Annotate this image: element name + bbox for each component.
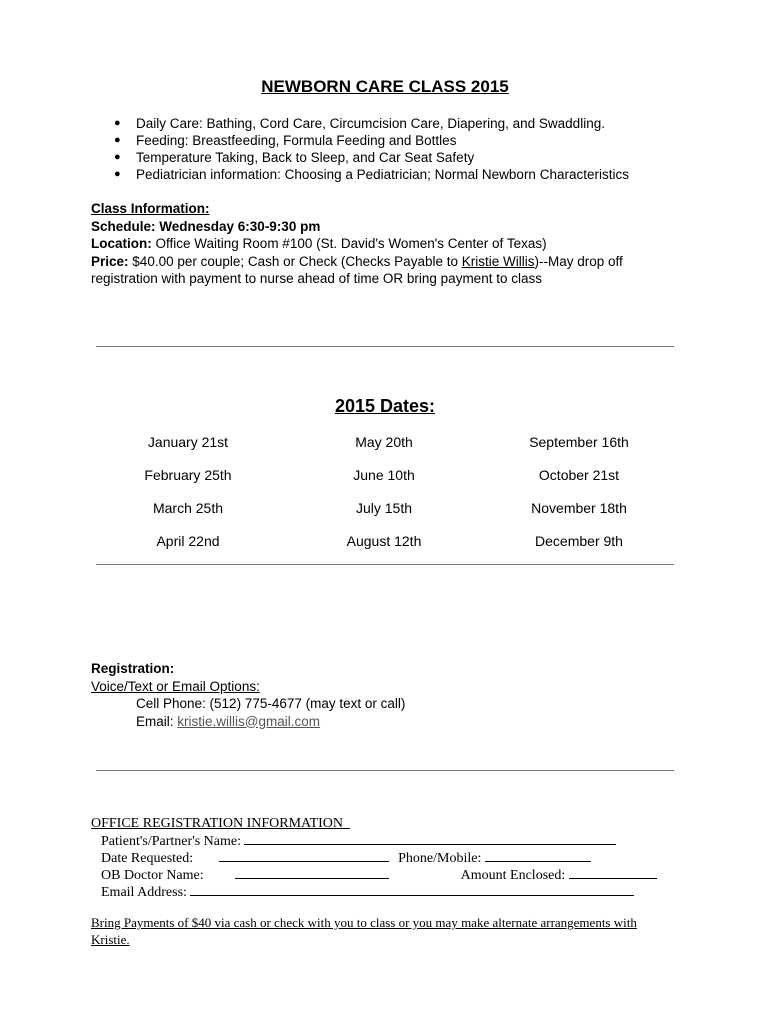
price-label: Price: xyxy=(91,253,129,269)
registration xyxy=(91,660,405,730)
ob-amount-row xyxy=(91,866,691,883)
divider xyxy=(96,346,674,347)
email-address-field[interactable] xyxy=(190,883,634,896)
patient-name-row xyxy=(91,832,691,849)
bullet-icon: ● xyxy=(114,117,121,129)
email-link[interactable]: kristie.willis@gmail.com xyxy=(177,713,321,729)
dates-grid xyxy=(88,432,678,551)
ob-doctor-field[interactable] xyxy=(235,866,389,879)
contact-options-label: Voice/Text or Email Options: xyxy=(91,678,260,694)
amount-enclosed-field[interactable] xyxy=(569,866,657,879)
email-address-label: Email Address: xyxy=(101,885,187,900)
location-label: Location: xyxy=(91,236,152,251)
date-cell: May 20th xyxy=(355,434,413,450)
payee-name: Kristie Willis xyxy=(461,253,535,269)
date-cell: October 21st xyxy=(538,467,620,483)
date-requested-field[interactable] xyxy=(219,849,389,862)
bullet-icon: ● xyxy=(114,134,121,146)
location xyxy=(91,235,681,253)
price-value: $40.00 per couple; Cash or Check (Checks Payable to xyxy=(132,253,458,269)
date-cell: January 21st xyxy=(147,434,229,450)
list-item xyxy=(110,115,629,132)
ob-doctor-label: OB Doctor Name: xyxy=(101,868,204,883)
phone-field[interactable] xyxy=(485,849,591,862)
registration-heading: Registration: xyxy=(91,661,175,676)
list-item xyxy=(110,132,629,149)
class-info-heading: Class Information: xyxy=(91,201,210,216)
topic-text: Temperature Taking, Back to Sleep, and Car Seat Safety xyxy=(136,150,475,165)
date-cell: April 22nd xyxy=(156,533,220,549)
office-registration xyxy=(91,815,691,900)
date-cell: June 10th xyxy=(353,467,415,483)
date-cell: February 25th xyxy=(144,467,232,483)
list-item xyxy=(110,149,629,166)
date-phone-row xyxy=(91,849,691,866)
price-value-cont: )--May drop off registration with payment to nurse ahead of time OR bring payment to class xyxy=(91,253,623,286)
patient-name-field[interactable] xyxy=(244,832,616,845)
schedule: Schedule: Wednesday 6:30-9:30 pm xyxy=(91,218,321,234)
date-cell: March 25th xyxy=(152,500,224,516)
email-label: Email: xyxy=(136,713,174,729)
divider xyxy=(96,564,674,565)
date-cell: September 16th xyxy=(529,434,629,450)
list-item xyxy=(110,166,629,183)
email-address-row xyxy=(91,883,691,900)
payment-note: Bring Payments of $40 via cash or check with you to class or you may make alternate arrangements with Kristie. xyxy=(91,915,637,947)
office-heading: OFFICE REGISTRATION INFORMATION xyxy=(91,816,344,831)
amount-enclosed-label: Amount Enclosed: xyxy=(460,868,566,883)
dates-heading: 2015 Dates: xyxy=(334,396,436,416)
topic-text: Feeding: Breastfeeding, Formula Feeding and Bottles xyxy=(136,133,457,148)
price xyxy=(91,253,681,288)
cell-phone: Cell Phone: (512) 775-4677 (may text or call) xyxy=(136,696,406,711)
topic-text: Pediatrician information: Choosing a Pediatrician; Normal Newborn Characteristics xyxy=(136,167,629,182)
location-value: Office Waiting Room #100 (St. David's Women's Center of Texas) xyxy=(155,236,547,251)
patient-name-label: Patient's/Partner's Name: xyxy=(101,834,241,849)
email-row xyxy=(91,713,405,731)
phone-label: Phone/Mobile: xyxy=(398,851,482,866)
date-requested-label: Date Requested: xyxy=(101,851,194,866)
class-info xyxy=(91,200,681,288)
date-cell: November 18th xyxy=(531,500,627,516)
date-cell: July 15th xyxy=(355,500,413,516)
date-cell: December 9th xyxy=(535,533,623,549)
date-cell: August 12th xyxy=(346,533,422,549)
divider xyxy=(96,770,674,771)
bullet-icon: ● xyxy=(114,151,121,163)
page-title: NEWBORN CARE CLASS 2015 xyxy=(261,77,509,96)
bullet-icon: ● xyxy=(114,168,121,180)
topic-list xyxy=(110,115,629,183)
topic-text: Daily Care: Bathing, Cord Care, Circumcision Care, Diapering, and Swaddling. xyxy=(136,116,605,131)
